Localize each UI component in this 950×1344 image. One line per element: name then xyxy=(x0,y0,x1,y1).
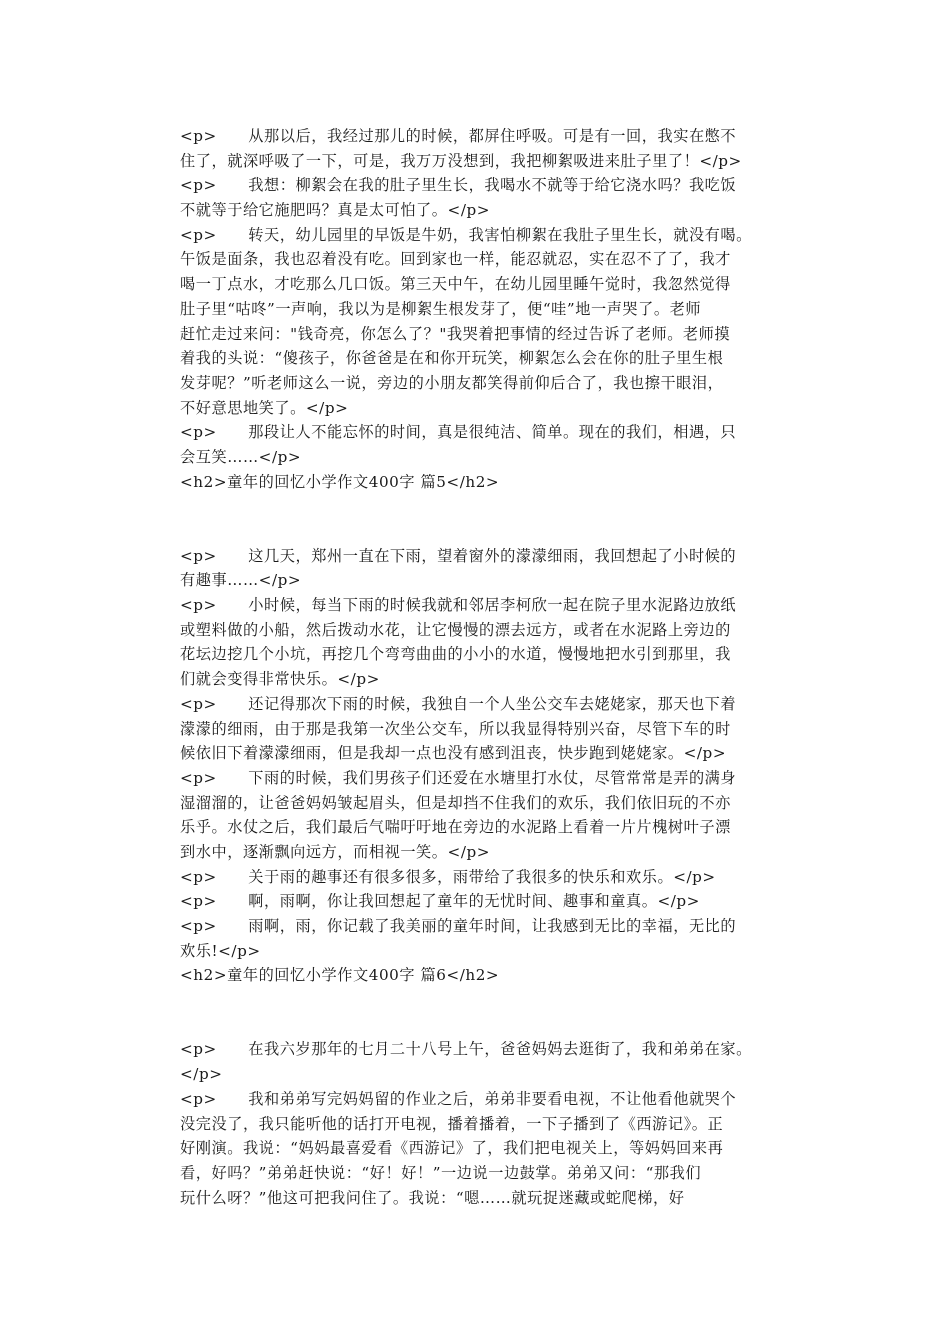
text-line: 们就会变得非常快乐。</p> xyxy=(180,670,380,689)
section-heading xyxy=(180,963,780,988)
text-line: <p> 关于雨的趣事还有很多很多，雨带给了我很多的快乐和欢乐。</p> xyxy=(180,867,716,886)
blank-line xyxy=(180,1013,780,1038)
text-line: 不好意思地笑了。</p> xyxy=(180,398,349,417)
paragraph xyxy=(180,1087,780,1210)
blank-line xyxy=(180,494,780,519)
paragraph xyxy=(180,544,780,593)
text-line: <p> 还记得那次下雨的时候，我独自一个人坐公交车去姥姥家，那天也下着 xyxy=(180,694,737,713)
text-line: <p> 啊，雨啊，你让我回想起了童年的无忧时间、趣事和童真。</p> xyxy=(180,892,700,911)
text-line: 喝一丁点水，才吃那么几口饭。第三天中午，在幼儿园里睡午觉时，我忽然觉得 xyxy=(180,275,731,294)
text-line: 湿溜溜的，让爸爸妈妈皱起眉头，但是却挡不住我们的欢乐，我们依旧玩的不亦 xyxy=(180,793,731,812)
text-line: <p> 雨啊，雨，你记载了我美丽的童年时间，让我感到无比的幸福，无比的 xyxy=(180,917,737,935)
paragraph xyxy=(180,173,780,222)
text-line: <p> 小时候，每当下雨的时候我就和邻居李柯欣一起在院子里水泥路边放纸 xyxy=(180,596,737,615)
paragraph xyxy=(180,124,780,173)
text-line: 发芽呢？”听老师这么一说，旁边的小朋友都笑得前仰后合了，我也擦干眼泪， xyxy=(180,373,724,392)
text-line: 不就等于给它施肥吗？真是太可怕了。</p> xyxy=(180,201,491,220)
text-line: 着我的头说：“傻孩子，你爸爸是在和你开玩笑，柳絮怎么会在你的肚子里生根 xyxy=(180,349,724,368)
text-line: 好刚演。我说：“妈妈最喜爱看《西游记》了，我们把电视关上，等妈妈回来再 xyxy=(180,1139,724,1158)
text-line: 欢乐!</p> xyxy=(180,941,261,960)
text-line: <p> 我和弟弟写完妈妈留的作业之后，弟弟非要看电视，不让他看他就哭个 xyxy=(180,1089,737,1108)
text-line: <h2>童年的回忆小学作文400字 篇6</h2> xyxy=(180,966,500,985)
text-line: 濛濛的细雨，由于那是我第一次坐公交车，所以我显得特别兴奋，尽管下车的时 xyxy=(180,719,731,738)
paragraph xyxy=(180,692,780,766)
text-line: 花坛边挖几个小坑，再挖几个弯弯曲曲的小小的水道，慢慢地把水引到那里，我 xyxy=(180,645,731,664)
text-line: 看，好吗？”弟弟赶快说：“好！好！”一边说一边鼓掌。弟弟又问：“那我们 xyxy=(180,1163,702,1182)
paragraph xyxy=(180,1037,780,1086)
text-line: <p> 从那以后，我经过那儿的时候，都屏住呼吸。可是有一回，我实在憋不 xyxy=(180,127,737,145)
text-line: 候依旧下着濛濛细雨，但是我却一点也没有感到沮丧，快步跑到姥姥家。</p> xyxy=(180,744,727,763)
text-line: 或塑料做的小船，然后拨动水花，让它慢慢的漂去远方，或者在水泥路上旁边的 xyxy=(180,620,731,639)
text-line: <p> 这几天，郑州一直在下雨，望着窗外的濛濛细雨，我回想起了小时候的 xyxy=(180,546,737,565)
paragraph xyxy=(180,593,780,692)
text-line: <p> 转天，幼儿园里的早饭是牛奶，我害怕柳絮在我肚子里生长，就没有喝。 xyxy=(180,225,752,244)
text-line: </p> xyxy=(180,1065,223,1084)
text-line: <p> 下雨的时候，我们男孩子们还爱在水塘里打水仗，尽管常常是弄的满身 xyxy=(180,768,737,787)
text-line: <p> 那段让人不能忘怀的时间，真是很纯洁、简单。现在的我们，相遇，只 xyxy=(180,423,737,442)
text-line: 乐乎。水仗之后，我们最后气喘吁吁地在旁边的水泥路上看着一片片槐树叶子漂 xyxy=(180,818,731,837)
text-line: 没完没了，我只能听他的话打开电视，播着播着，一下子播到了《西游记》。正 xyxy=(180,1114,724,1133)
paragraph xyxy=(180,865,780,890)
section-heading xyxy=(180,470,780,495)
text-line: <p> 我想：柳絮会在我的肚子里生长，我喝水不就等于给它浇水吗？我吃饭 xyxy=(180,176,737,195)
text-line: <p> 在我六岁那年的七月二十八号上午，爸爸妈妈去逛街了，我和弟弟在家。 xyxy=(180,1040,752,1059)
text-line: 玩什么呀？”他这可把我问住了。我说：“嗯……就玩捉迷藏或蛇爬梯，好 xyxy=(180,1188,685,1207)
text-line: 有趣事……</p> xyxy=(180,571,302,590)
text-line: 赶忙走过来问："钱奇亮，你怎么了？"我哭着把事情的经过告诉了老师。老师摸 xyxy=(180,324,731,343)
document-body xyxy=(180,124,780,1210)
paragraph xyxy=(180,889,780,914)
text-line: 午饭是面条，我也忍着没有吃。回到家也一样，能忍就忍，实在忍不了了，我才 xyxy=(180,250,731,269)
text-line: 会互笑……</p> xyxy=(180,447,302,466)
text-line: 住了，就深呼吸了一下，可是，我万万没想到，我把柳絮吸进来肚子里了！</p> xyxy=(180,151,742,170)
text-line: 到水中，逐渐飘向远方，而相视一笑。</p> xyxy=(180,842,491,861)
text-line: <h2>童年的回忆小学作文400字 篇5</h2> xyxy=(180,472,500,491)
paragraph xyxy=(180,766,780,865)
paragraph xyxy=(180,223,780,421)
blank-line xyxy=(180,988,780,1013)
blank-line xyxy=(180,519,780,544)
paragraph xyxy=(180,420,780,469)
paragraph xyxy=(180,914,780,963)
text-line: 肚子里“咕咚”一声响，我以为是柳絮生根发芽了，便“哇”地一声哭了。老师 xyxy=(180,299,702,318)
